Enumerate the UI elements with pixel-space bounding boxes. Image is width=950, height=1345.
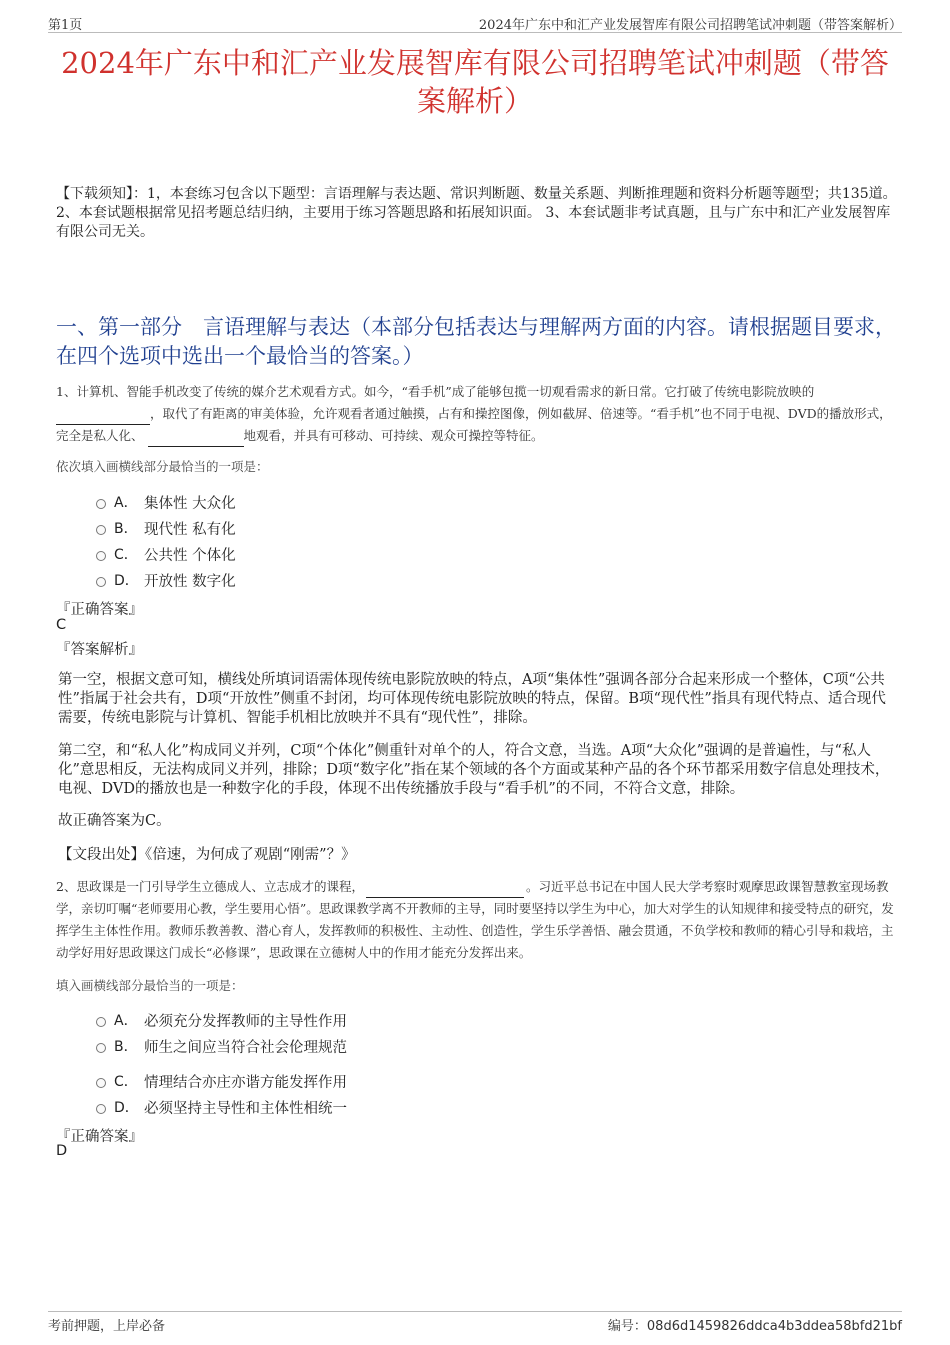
footer-code-value: 08d6d1459826ddca4b3ddea58bfd21bf <box>646 1319 902 1334</box>
q2-blank-1 <box>366 883 524 898</box>
q1-analysis-1: 第一空，根据文意可知，横线处所填词语需体现传统电影院放映的特点，A项“集体性”强调各部分合起来形成一个整体，C项“公共性”指属于社会共有，D项“开放性”侧重不封闭，均可体现传统电影院放映的特点，保留。B项“现代性”指具有现代特点、适合现代需要，传统电影院与计算机、智能手机相比放映并不具有“现代性”，排除。 <box>58 672 886 726</box>
document-title: 2024年广东中和汇产业发展智库有限公司招聘笔试冲刺题（带答案解析） <box>61 46 889 118</box>
q1-text-part-c: 地观看，并具有可移动、可持续、观众可操控等特征。 <box>243 428 544 443</box>
q2-answer-label: 『正确答案』 <box>56 1129 143 1145</box>
q1-text-part-a: 1、计算机、智能手机改变了传统的媒介艺术观看方式。如今，“看手机”成了能够包揽一切观看需求的新日常。它打破了传统电影院放映的 <box>56 384 815 399</box>
q1-blank-1 <box>56 410 150 425</box>
question-2-text <box>56 876 898 964</box>
page-header <box>48 12 902 33</box>
page-footer <box>48 1311 902 1334</box>
radio-icon[interactable] <box>96 499 106 509</box>
q2-answer: D <box>56 1143 68 1159</box>
q1-prompt: 依次填入画横线部分最恰当的一项是： <box>56 459 269 474</box>
section-heading: 一、第一部分 言语理解与表达（本部分包括表达与理解两方面的内容。请根据题目要求，在四个选项中选出一个最恰当的答案。） <box>56 315 896 368</box>
q1-answer: C <box>56 617 67 633</box>
header-doc-title: 2024年广东中和汇产业发展智库有限公司招聘笔试冲刺题（带答案解析） <box>478 18 902 33</box>
radio-icon[interactable] <box>96 577 106 587</box>
q2-text-part-a: 2、思政课是一门引导学生立德成人、立志成才的课程， <box>56 879 364 894</box>
radio-icon[interactable] <box>96 1078 106 1088</box>
radio-icon[interactable] <box>96 1104 106 1114</box>
radio-icon[interactable] <box>96 1043 106 1053</box>
footer-slogan: 考前押题，上岸必备 <box>48 1319 166 1334</box>
download-notice: 【下载须知】：1，本套练习包含以下题型：言语理解与表达题、常识判断题、数量关系题、判断推理题和资料分析题等题型；共135道。 2、本套试题根据常见招考题总结归纳，主要用于练习答题思路和拓展知识面。 3、本套试题非考试真题，且与广东中和汇产业发展智库有限公司无关。 <box>56 186 897 240</box>
footer-code-label: 编号： <box>607 1319 647 1334</box>
q2-prompt: 填入画横线部分最恰当的一项是： <box>56 978 244 993</box>
q1-analysis-2: 第二空，和“私人化”构成同义并列，C项“个体化”侧重针对单个的人，符合文意，当选。A项“大众化”强调的是普遍性，与“私人化”意思相反，无法构成同义并列，排除；D项“数字化”指在某个领域的各个方面或某种产品的各个环节都采用数字信息处理技术，电视、DVD的播放也是一种数字化的手段，体现不出传统播放手段与“看手机”的不同，不符合文意，排除。 <box>58 743 890 797</box>
radio-icon[interactable] <box>96 525 106 535</box>
radio-icon[interactable] <box>96 1017 106 1027</box>
q1-source: 【文段出处】《倍速，为何成了观剧“刚需”？》 <box>58 847 356 863</box>
footer-code <box>608 1315 902 1334</box>
q1-blank-2 <box>148 432 244 447</box>
q1-conclusion: 故正确答案为C。 <box>58 813 171 829</box>
q2-text-part-b: 。习近平总书记在中国人民大学考察时观摩思政课智慧教室现场教学，亲切叮嘱“老师要用心教，学生要用心悟”。思政课教学离不开教师的主导，同时要坚持以学生为中心，加大对学生的认知规律和接受特点的研究，发挥学生主体性作用。教师乐教善教、潜心育人，发挥教师的积极性、主动性、创造性，学生乐学善悟、融会贯通，不负学校和教师的精心引导和栽培，主动学好用好思政课这门成长“必修课”，思政课在立德树人中的作用才能充分发挥出来。 <box>56 879 894 960</box>
q1-text-part-b: ，取代了有距离的审美体验，允许观看者通过触摸，占有和操控图像，例如截屏、倍速等。“看手机”也不同于电视、DVD的播放形式，完全是私人化、 <box>56 406 892 443</box>
page-number: 第1页 <box>48 18 83 33</box>
question-1-text <box>56 381 898 447</box>
q1-analysis-label: 『答案解析』 <box>56 642 143 658</box>
q1-answer-label: 『正确答案』 <box>56 602 143 618</box>
radio-icon[interactable] <box>96 551 106 561</box>
